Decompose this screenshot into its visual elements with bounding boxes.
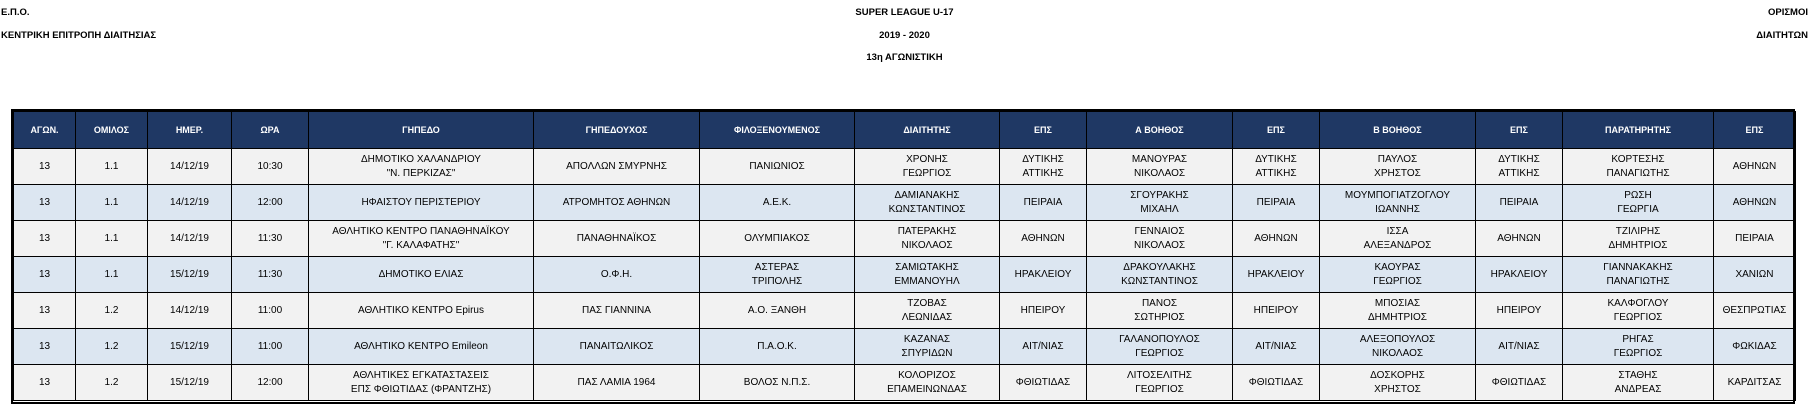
time-cell: 10:30 [232,149,309,185]
referee-cell-line: ΚΟΛΟΡΙΖΟΣ [898,369,956,381]
away-team-cell: ΟΛΥΜΠΙΑΚΟΣ [700,221,855,257]
date-cell: 14/12/19 [148,185,232,221]
assistant-a-eps-cell-line: ΗΠΕΙΡΟΥ [1253,304,1299,316]
referee-cell-line: ΣΑΜΙΩΤΑΚΗΣ [895,261,959,273]
observer-cell [1563,149,1714,185]
venue-cell [309,221,534,257]
assistant-b-cell [1320,185,1476,221]
home-team-cell: ΑΠΟΛΛΩΝ ΣΜΥΡΝΗΣ [534,149,700,185]
group-cell: 1.2 [76,293,148,329]
assistant-a-eps-cell [1233,293,1320,329]
assistant-a-eps-cell-line: ΑΘΗΝΩΝ [1254,232,1298,244]
col-header: Β ΒΟΗΘΟΣ [1320,112,1476,149]
assistant-b-eps-cell [1476,293,1563,329]
assistant-b-cell-line: ΝΙΚΟΛΑΟΣ [1371,347,1424,359]
assistant-b-eps-cell-line: ΗΡΑΚΛΕΙΟΥ [1490,268,1548,280]
round-cell: 13 [14,293,76,329]
referee-cell-line: ΕΠΑΜΕΙΝΩΝΔΑΣ [887,383,967,395]
observer-cell-line: ΓΙΑΝΝΑΚΑΚΗΣ [1603,261,1673,273]
observer-cell-line: ΣΤΑΘΗΣ [1618,369,1658,381]
assistant-b-cell-line: ΧΡΗΣΤΟΣ [1374,383,1421,395]
observer-eps-cell-line: ΘΕΣΠΡΩΤΙΑΣ [1722,304,1787,316]
venue-cell [309,257,534,293]
assistant-b-eps-cell-line: ΑΤΤΙΚΗΣ [1498,167,1540,179]
observer-cell-line: ΓΕΩΡΓΙΟΣ [1613,311,1663,323]
group-cell: 1.1 [76,149,148,185]
referee-cell-line: ΓΕΩΡΓΙΟΣ [902,167,952,179]
col-header: ΕΠΣ [1476,112,1563,149]
observer-cell-line: ΔΗΜΗΤΡΙΟΣ [1608,239,1668,251]
observer-eps-cell [1714,221,1796,257]
assistant-b-eps-cell-line: ΑΘΗΝΩΝ [1497,232,1541,244]
assistant-b-cell [1320,329,1476,365]
venue-cell-line: ΑΘΛΗΤΙΚΟ ΚΕΝΤΡΟ Epirus [357,304,484,316]
observer-eps-cell [1714,365,1796,401]
header-row [14,112,1796,149]
group-cell: 1.2 [76,329,148,365]
assistant-a-eps-cell [1233,329,1320,365]
assistant-a-eps-cell [1233,149,1320,185]
assistant-a-eps-cell-line: ΑΙΤ/ΝΙΑΣ [1255,340,1297,352]
venue-cell-line: ΑΘΛΗΤΙΚΟ ΚΕΝΤΡΟ Emileon [354,340,488,352]
referee-cell-line: ΛΕΩΝΙΔΑΣ [901,311,953,323]
venue-cell-line: ΔΗΜΟΤΙΚΟ ΕΛΙΑΣ [378,268,464,280]
observer-eps-cell-line: ΑΘΗΝΩΝ [1732,160,1777,172]
referee-eps-cell [1000,329,1087,365]
venue-cell-line: "Γ. ΚΑΛΑΦΑΤΗΣ" [382,239,460,251]
observer-cell-line: ΡΗΓΑΣ [1622,333,1654,345]
assistant-b-eps-cell-line: ΗΠΕΙΡΟΥ [1496,304,1542,316]
observer-eps-cell [1714,329,1796,365]
league-title: SUPER LEAGUE U-17 [855,7,954,18]
table-row [14,221,1796,257]
observer-eps-cell-line: ΚΑΡΔΙΤΣΑΣ [1727,376,1782,388]
time-cell: 12:00 [232,365,309,401]
referee-eps-cell [1000,293,1087,329]
venue-cell-line: "Ν. ΠΕΡΚΙΖΑΣ" [386,167,456,179]
round-cell: 13 [14,365,76,401]
matchday: 13η ΑΓΩΝΙΣΤΙΚΗ [866,52,943,63]
observer-eps-cell [1714,149,1796,185]
assistant-b-eps-cell [1476,257,1563,293]
assistant-a-cell [1087,329,1233,365]
assistant-a-cell-line: ΝΙΚΟΛΑΟΣ [1133,167,1186,179]
assistant-a-cell-line: ΝΙΚΟΛΑΟΣ [1133,239,1186,251]
assistant-a-cell [1087,185,1233,221]
assistant-a-cell-line: ΓΕΝΝΑΙΟΣ [1134,225,1185,237]
venue-cell-line: ΑΘΛΗΤΙΚΕΣ ΕΓΚΑΤΑΣΤΑΣΕΙΣ [353,369,489,381]
assistant-a-eps-cell-line: ΗΡΑΚΛΕΙΟΥ [1247,268,1305,280]
venue-cell [309,293,534,329]
venue-cell-line: ΔΗΜΟΤΙΚΟ ΧΑΛΑΝΔΡΙΟΥ [361,153,481,165]
assistant-a-cell [1087,365,1233,401]
assistant-a-eps-cell [1233,257,1320,293]
observer-eps-cell [1714,293,1796,329]
col-header: ΕΠΣ [1000,112,1087,149]
referee-eps-cell [1000,149,1087,185]
assistant-b-cell-line: ΧΡΗΣΤΟΣ [1374,167,1421,179]
observer-cell-line: ΚΑΛΦΟΓΛΟΥ [1607,297,1669,309]
assignments-table [13,111,1796,401]
assistant-a-eps-cell [1233,365,1320,401]
away-team-cell: ΠΑΝΙΩΝΙΟΣ [700,149,855,185]
referee-eps-cell-line: ΠΕΙΡΑΙΑ [1023,196,1063,208]
date-cell: 14/12/19 [148,293,232,329]
venue-cell [309,149,534,185]
away-team-cell: Π.Α.Ο.Κ. [700,329,855,365]
time-cell: 11:00 [232,293,309,329]
referee-cell-line: ΔΑΜΙΑΝΑΚΗΣ [894,189,960,201]
observer-cell [1563,365,1714,401]
referee-cell-line: ΚΩΝΣΤΑΝΤΙΝΟΣ [888,203,966,215]
col-header: ΕΠΣ [1714,112,1796,149]
observer-cell-line: ΓΕΩΡΓΙΑ [1617,203,1659,215]
referee-cell-line: ΝΙΚΟΛΑΟΣ [901,239,953,251]
assistant-b-eps-cell-line: ΠΕΙΡΑΙΑ [1499,196,1539,208]
observer-eps-cell [1714,185,1796,221]
referee-cell-line: ΧΡΟΝΗΣ [906,153,948,165]
doc-type-line1: ΟΡΙΣΜΟΙ [1767,7,1808,18]
home-team-cell: ΑΤΡΟΜΗΤΟΣ ΑΘΗΝΩΝ [534,185,700,221]
home-team-cell: ΠΑΝΑΘΗΝΑΪΚΟΣ [534,221,700,257]
assistant-a-cell-line: ΚΩΝΣΤΑΝΤΙΝΟΣ [1121,275,1198,287]
venue-cell-line: ΕΠΣ ΦΘΙΩΤΙΔΑΣ (ΦΡΑΝΤΖΗΣ) [350,383,492,395]
assistant-b-eps-cell [1476,221,1563,257]
referee-eps-cell-line: ΑΘΗΝΩΝ [1021,232,1065,244]
observer-eps-cell-line: ΠΕΙΡΑΙΑ [1735,232,1774,244]
doc-type-line2: ΔΙΑΙΤΗΤΩΝ [1756,30,1808,41]
assistant-a-cell-line: ΔΡΑΚΟΥΛΑΚΗΣ [1123,261,1196,273]
assistant-b-cell [1320,221,1476,257]
assistant-b-cell-line: ΙΩΑΝΝΗΣ [1375,203,1420,215]
assistant-b-eps-cell [1476,185,1563,221]
col-header: ΠΑΡΑΤΗΡΗΤΗΣ [1563,112,1714,149]
time-cell: 12:00 [232,185,309,221]
observer-eps-cell-line: ΑΘΗΝΩΝ [1732,196,1777,208]
assistant-a-cell-line: ΜΑΝΟΥΡΑΣ [1131,153,1188,165]
col-header: ΦΙΛΟΞΕΝΟΥΜΕΝΟΣ [700,112,855,149]
referee-cell [855,365,1000,401]
col-header: ΗΜΕΡ. [148,112,232,149]
assistant-b-cell-line: ΠΑΥΛΟΣ [1377,153,1418,165]
assistant-a-cell-line: ΓΕΩΡΓΙΟΣ [1135,383,1184,395]
away-team-cell: Α.Ε.Κ. [700,185,855,221]
col-header: ΕΠΣ [1233,112,1320,149]
assistant-b-cell-line: ΑΛΕΞΟΠΟΥΛΟΣ [1359,333,1436,345]
assistant-b-cell [1320,293,1476,329]
observer-cell-line: ΓΕΩΡΓΙΟΣ [1613,347,1663,359]
home-team-cell: ΠΑΣ ΓΙΑΝΝΙΝΑ [534,293,700,329]
referee-cell [855,149,1000,185]
referee-eps-cell-line: ΦΘΙΩΤΙΔΑΣ [1015,376,1071,388]
col-header: ΓΗΠΕΔΟΥΧΟΣ [534,112,700,149]
group-cell: 1.1 [76,185,148,221]
date-cell: 15/12/19 [148,365,232,401]
observer-cell-line: ΠΑΝΑΓΙΩΤΗΣ [1606,167,1670,179]
group-cell: 1.1 [76,257,148,293]
assistant-b-cell-line: ΜΠΟΣΙΑΣ [1374,297,1421,309]
col-header: ΟΜΙΛΟΣ [76,112,148,149]
table-row [14,329,1796,365]
assistant-a-cell [1087,221,1233,257]
time-cell: 11:30 [232,257,309,293]
referee-eps-cell [1000,221,1087,257]
referee-eps-cell-line: ΗΡΑΚΛΕΙΟΥ [1014,268,1072,280]
date-cell: 15/12/19 [148,257,232,293]
referee-cell [855,293,1000,329]
col-header: Α ΒΟΗΘΟΣ [1087,112,1233,149]
assistant-a-cell-line: ΣΩΤΗΡΙΟΣ [1134,311,1185,323]
round-cell: 13 [14,329,76,365]
table-row [14,185,1796,221]
referee-eps-cell [1000,257,1087,293]
referee-cell-line: ΣΠΥΡΙΔΩΝ [901,347,953,359]
season: 2019 - 2020 [879,30,930,41]
observer-eps-cell [1714,257,1796,293]
venue-cell-line: ΑΘΛΗΤΙΚΟ ΚΕΝΤΡΟ ΠΑΝΑΘΗΝΑΪΚΟΥ [332,225,510,237]
observer-cell [1563,293,1714,329]
assistant-b-cell-line: ΔΗΜΗΤΡΙΟΣ [1368,311,1427,323]
referee-cell [855,185,1000,221]
assistant-b-eps-cell-line: ΑΙΤ/ΝΙΑΣ [1498,340,1540,352]
referee-eps-cell-line: ΑΙΤ/ΝΙΑΣ [1022,340,1064,352]
table-row [14,293,1796,329]
assistant-a-cell [1087,149,1233,185]
round-cell: 13 [14,149,76,185]
org-committee: ΚΕΝΤΡΙΚΗ ΕΠΙΤΡΟΠΗ ΔΙΑΙΤΗΣΙΑΣ [1,30,157,41]
observer-cell-line: ΠΑΝΑΓΙΩΤΗΣ [1606,275,1670,287]
assistant-a-eps-cell-line: ΔΥΤΙΚΗΣ [1255,153,1297,165]
referee-cell-line: ΕΜΜΑΝΟΥΗΛ [894,275,960,287]
time-cell: 11:00 [232,329,309,365]
table-row [14,149,1796,185]
away-team-cell: ΒΟΛΟΣ Ν.Π.Σ. [700,365,855,401]
assistant-b-cell-line: ΓΕΩΡΓΙΟΣ [1373,275,1422,287]
assistant-a-cell [1087,293,1233,329]
venue-cell [309,185,534,221]
round-cell: 13 [14,185,76,221]
org-name: Ε.Π.Ο. [1,7,30,18]
assistant-b-eps-cell [1476,149,1563,185]
observer-cell-line: ΚΟΡΤΕΣΗΣ [1611,153,1665,165]
date-cell: 15/12/19 [148,329,232,365]
assistant-b-eps-cell-line: ΦΘΙΩΤΙΔΑΣ [1491,376,1547,388]
away-team-cell: Α.Ο. ΞΑΝΘΗ [700,293,855,329]
referee-eps-cell [1000,365,1087,401]
referee-eps-cell-line: ΔΥΤΙΚΗΣ [1022,153,1064,165]
observer-cell-line: ΡΩΣΗ [1624,189,1652,201]
observer-cell [1563,329,1714,365]
venue-cell [309,365,534,401]
group-cell: 1.1 [76,221,148,257]
assistant-b-cell-line: ΚΑΟΥΡΑΣ [1374,261,1421,273]
referee-cell [855,257,1000,293]
assistant-b-cell [1320,257,1476,293]
away-team-cell-line: ΤΡΙΠΟΛΗΣ [751,275,803,287]
col-header: ΔΙΑΙΤΗΤΗΣ [855,112,1000,149]
observer-eps-cell-line: ΧΑΝΙΩΝ [1735,268,1774,280]
assistant-a-cell-line: ΜΙΧΑΗΛ [1140,203,1179,215]
round-cell: 13 [14,221,76,257]
referee-eps-cell [1000,185,1087,221]
assistant-b-cell-line: ΙΣΣΑ [1386,225,1409,237]
assistant-b-eps-cell [1476,365,1563,401]
assistant-b-eps-cell-line: ΔΥΤΙΚΗΣ [1498,153,1540,165]
venue-cell [309,329,534,365]
home-team-cell: ΠΑΣ ΛΑΜΙΑ 1964 [534,365,700,401]
round-cell: 13 [14,257,76,293]
assistant-a-eps-cell [1233,185,1320,221]
assistant-a-cell-line: ΣΓΟΥΡΑΚΗΣ [1130,189,1189,201]
col-header: ΑΓΩΝ. [14,112,76,149]
assistant-a-eps-cell-line: ΑΤΤΙΚΗΣ [1255,167,1297,179]
table-row [14,365,1796,401]
referee-cell-line: ΠΑΤΕΡΑΚΗΣ [897,225,957,237]
home-team-cell: ΠΑΝΑΙΤΩΛΙΚΟΣ [534,329,700,365]
date-cell: 14/12/19 [148,221,232,257]
assistant-b-eps-cell [1476,329,1563,365]
assistant-a-cell-line: ΓΑΛΑΝΟΠΟΥΛΟΣ [1119,333,1200,345]
assistant-a-eps-cell-line: ΠΕΙΡΑΙΑ [1256,196,1296,208]
away-team-cell [700,257,855,293]
assistant-b-cell-line: ΔΟΣΚΟΡΗΣ [1370,369,1425,381]
assistant-a-cell [1087,257,1233,293]
assistant-a-cell-line: ΛΙΤΟΣΕΛΙΤΗΣ [1127,369,1192,381]
referee-eps-cell-line: ΗΠΕΙΡΟΥ [1020,304,1066,316]
assistant-a-eps-cell [1233,221,1320,257]
time-cell: 11:30 [232,221,309,257]
observer-cell [1563,257,1714,293]
away-team-cell-line: ΑΣΤΕΡΑΣ [754,261,800,273]
referee-cell-line: ΚΑΖΑΝΑΣ [903,333,951,345]
referee-cell-line: ΤΖΟΒΑΣ [907,297,947,309]
col-header: ΩΡΑ [232,112,309,149]
assistant-b-cell [1320,365,1476,401]
observer-eps-cell-line: ΦΩΚΙΔΑΣ [1732,340,1777,352]
observer-cell [1563,221,1714,257]
observer-cell [1563,185,1714,221]
assistant-a-cell-line: ΠΑΝΟΣ [1141,297,1178,309]
referee-cell [855,221,1000,257]
venue-cell-line: ΗΦΑΙΣΤΟΥ ΠΕΡΙΣΤΕΡΙΟΥ [361,196,481,208]
home-team-cell: Ο.Φ.Η. [534,257,700,293]
assistant-b-cell-line: ΑΛΕΞΑΝΔΡΟΣ [1363,239,1432,251]
table-row [14,257,1796,293]
col-header: ΓΗΠΕΔΟ [309,112,534,149]
group-cell: 1.2 [76,365,148,401]
observer-cell-line: ΑΝΔΡΕΑΣ [1614,383,1662,395]
date-cell: 14/12/19 [148,149,232,185]
assistant-b-cell [1320,149,1476,185]
assistant-a-cell-line: ΓΕΩΡΓΙΟΣ [1135,347,1184,359]
observer-cell-line: ΤΖΙΛΙΡΗΣ [1615,225,1661,237]
referee-eps-cell-line: ΑΤΤΙΚΗΣ [1022,167,1064,179]
assistant-b-cell-line: ΜΟΥΜΠΟΓΙΑΤΖΟΓΛΟΥ [1344,189,1451,201]
referee-cell [855,329,1000,365]
assistant-a-eps-cell-line: ΦΘΙΩΤΙΔΑΣ [1248,376,1304,388]
